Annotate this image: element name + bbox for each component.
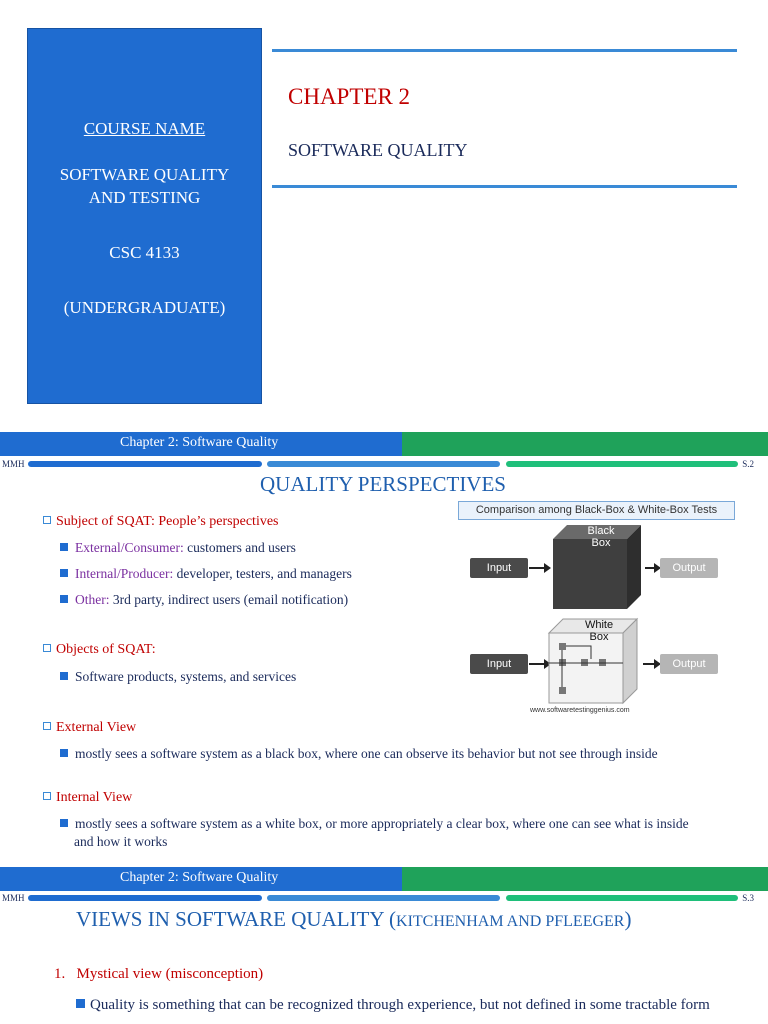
bullet-subject: Subject of SQAT: People’s perspectives	[43, 514, 279, 530]
numbered-item: 1. Mystical view (misconception)	[54, 966, 264, 982]
hollow-square-bullet-icon	[43, 644, 51, 652]
slide-2-header	[0, 432, 768, 456]
square-bullet-icon	[60, 672, 68, 680]
author-initials: MMH	[2, 459, 25, 469]
arrow-icon	[645, 567, 659, 569]
white-box-label: White Box	[584, 619, 614, 643]
slide-2-subbar	[0, 460, 768, 469]
slide-3-subbar	[0, 894, 768, 903]
header-green-band	[402, 432, 768, 456]
progress-segment	[267, 895, 500, 901]
slide-3-title: VIEWS IN SOFTWARE QUALITY (KITCHENHAM AND PFLEEGER)	[76, 907, 632, 931]
input-label: Input	[470, 558, 528, 578]
output-label: Output	[660, 654, 718, 674]
diagram-caption: Comparison among Black-Box & White-Box Tests	[458, 501, 735, 520]
course-level: (UNDERGRADUATE)	[63, 298, 226, 317]
author-initials: MMH	[2, 893, 25, 903]
square-bullet-icon	[60, 569, 68, 577]
square-bullet-icon	[60, 749, 68, 757]
bullet-objects: Objects of SQAT:	[43, 642, 156, 658]
slide-number: S.3	[742, 893, 754, 903]
top-rule	[272, 49, 737, 52]
header-green-band	[402, 867, 768, 891]
chapter-subtitle: SOFTWARE QUALITY	[288, 140, 468, 160]
output-label: Output	[660, 558, 718, 578]
progress-segment	[506, 461, 738, 467]
bullet-item: External/Consumer: customers and users	[60, 540, 296, 556]
arrow-icon	[643, 663, 659, 665]
slide-3-header	[0, 867, 768, 891]
internal-view-text: mostly sees a software system as a white box, or more appropriately a clear box, where one can see what is inside and how it works	[60, 815, 700, 851]
bottom-rule	[272, 185, 737, 188]
course-code: CSC 4133	[109, 243, 180, 262]
input-label: Input	[470, 654, 528, 674]
course-panel	[27, 28, 262, 404]
bullet-item: Software products, systems, and services	[60, 669, 296, 685]
bullet-item: Internal/Producer: developer, testers, and managers	[60, 566, 352, 582]
progress-segment	[267, 461, 500, 467]
hollow-square-bullet-icon	[43, 516, 51, 524]
hollow-square-bullet-icon	[43, 722, 51, 730]
black-white-box-diagram	[455, 499, 735, 719]
arrow-icon	[529, 663, 549, 665]
square-bullet-icon	[60, 595, 68, 603]
course-title: SOFTWARE QUALITY AND TESTING	[59, 165, 230, 207]
slide-2-title: QUALITY PERSPECTIVES	[260, 472, 506, 496]
progress-segment	[28, 895, 262, 901]
black-box-label: Black Box	[587, 525, 615, 549]
course-label: COURSE NAME	[83, 119, 206, 138]
external-view-text: mostly sees a software system as a black box, where one can observe its behavior but not see through inside	[60, 745, 700, 763]
chapter-title: CHAPTER 2	[288, 84, 411, 109]
bullet-external-view: External View	[43, 720, 136, 736]
slide-number: S.2	[742, 459, 754, 469]
slide-2-header-title: Chapter 2: Software Quality	[0, 432, 402, 456]
hollow-square-bullet-icon	[43, 792, 51, 800]
diagram-source: www.softwaretestinggenius.com	[530, 707, 630, 714]
bullet-internal-view: Internal View	[43, 790, 132, 806]
bullet-item: Other: 3rd party, indirect users (email notification)	[60, 592, 348, 608]
progress-segment	[28, 461, 262, 467]
progress-segment	[506, 895, 738, 901]
slide-3-header-title: Chapter 2: Software Quality	[0, 867, 402, 891]
square-bullet-icon	[76, 999, 85, 1008]
numbered-item-detail: Quality is something that can be recognized through experience, but not defined in some tractable form	[76, 996, 716, 1015]
slide-1	[0, 0, 768, 432]
square-bullet-icon	[60, 543, 68, 551]
square-bullet-icon	[60, 819, 68, 827]
arrow-icon	[529, 567, 549, 569]
